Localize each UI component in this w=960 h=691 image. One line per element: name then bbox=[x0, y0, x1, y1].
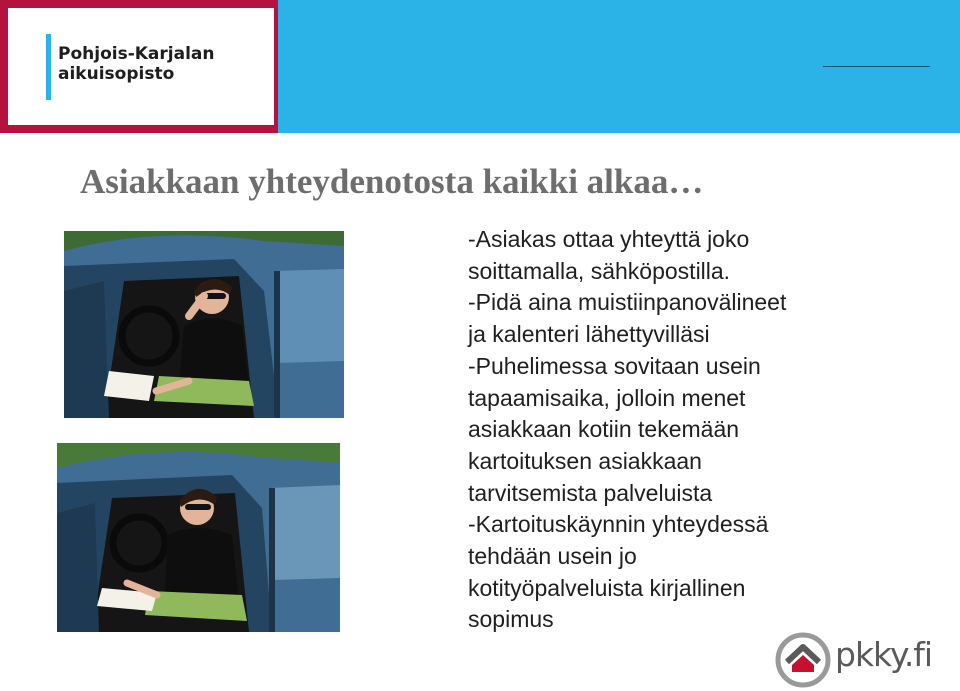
body-line: tapaamisaika, jolloin menet bbox=[468, 384, 746, 411]
logo-wordmark bbox=[58, 44, 214, 84]
pkky-footer-logo bbox=[775, 632, 935, 688]
body-line: tehdään usein jo bbox=[468, 543, 637, 570]
slide-title: Asiakkaan yhteydenotosta kaikki alkaa… bbox=[80, 162, 704, 201]
body-line: ja kalenteri lähettyvilläsi bbox=[468, 321, 710, 348]
body-line: kotityöpalveluista kirjallinen bbox=[468, 574, 746, 601]
site-name: pkky.fi bbox=[835, 635, 933, 674]
logo-line-1: Pohjois-Karjalan bbox=[58, 44, 215, 64]
slide-body-text bbox=[468, 224, 888, 636]
body-line: tarvitsemista palveluista bbox=[468, 479, 713, 506]
body-line: kartoituksen asiakkaan bbox=[468, 447, 702, 474]
body-line: sopimus bbox=[468, 606, 554, 633]
body-line: -Puhelimessa sovitaan usein bbox=[468, 352, 761, 379]
logo-accent-bar bbox=[46, 34, 51, 100]
body-line: -Pidä aina muistiinpanovälineet bbox=[468, 289, 787, 316]
body-line: soittamalla, sähköpostilla. bbox=[468, 257, 731, 284]
header-rule bbox=[823, 66, 930, 67]
photo-woman-on-phone-in-car bbox=[64, 231, 344, 418]
body-line: -Kartoituskäynnin yhteydessä bbox=[468, 511, 769, 538]
body-line: -Asiakas ottaa yhteyttä joko bbox=[468, 226, 750, 252]
body-line: asiakkaan kotiin tekemään bbox=[468, 416, 740, 443]
logo-line-2: aikuisopisto bbox=[58, 64, 175, 84]
pkky-house-icon bbox=[775, 632, 831, 688]
photo-woman-writing-in-car bbox=[57, 443, 340, 632]
